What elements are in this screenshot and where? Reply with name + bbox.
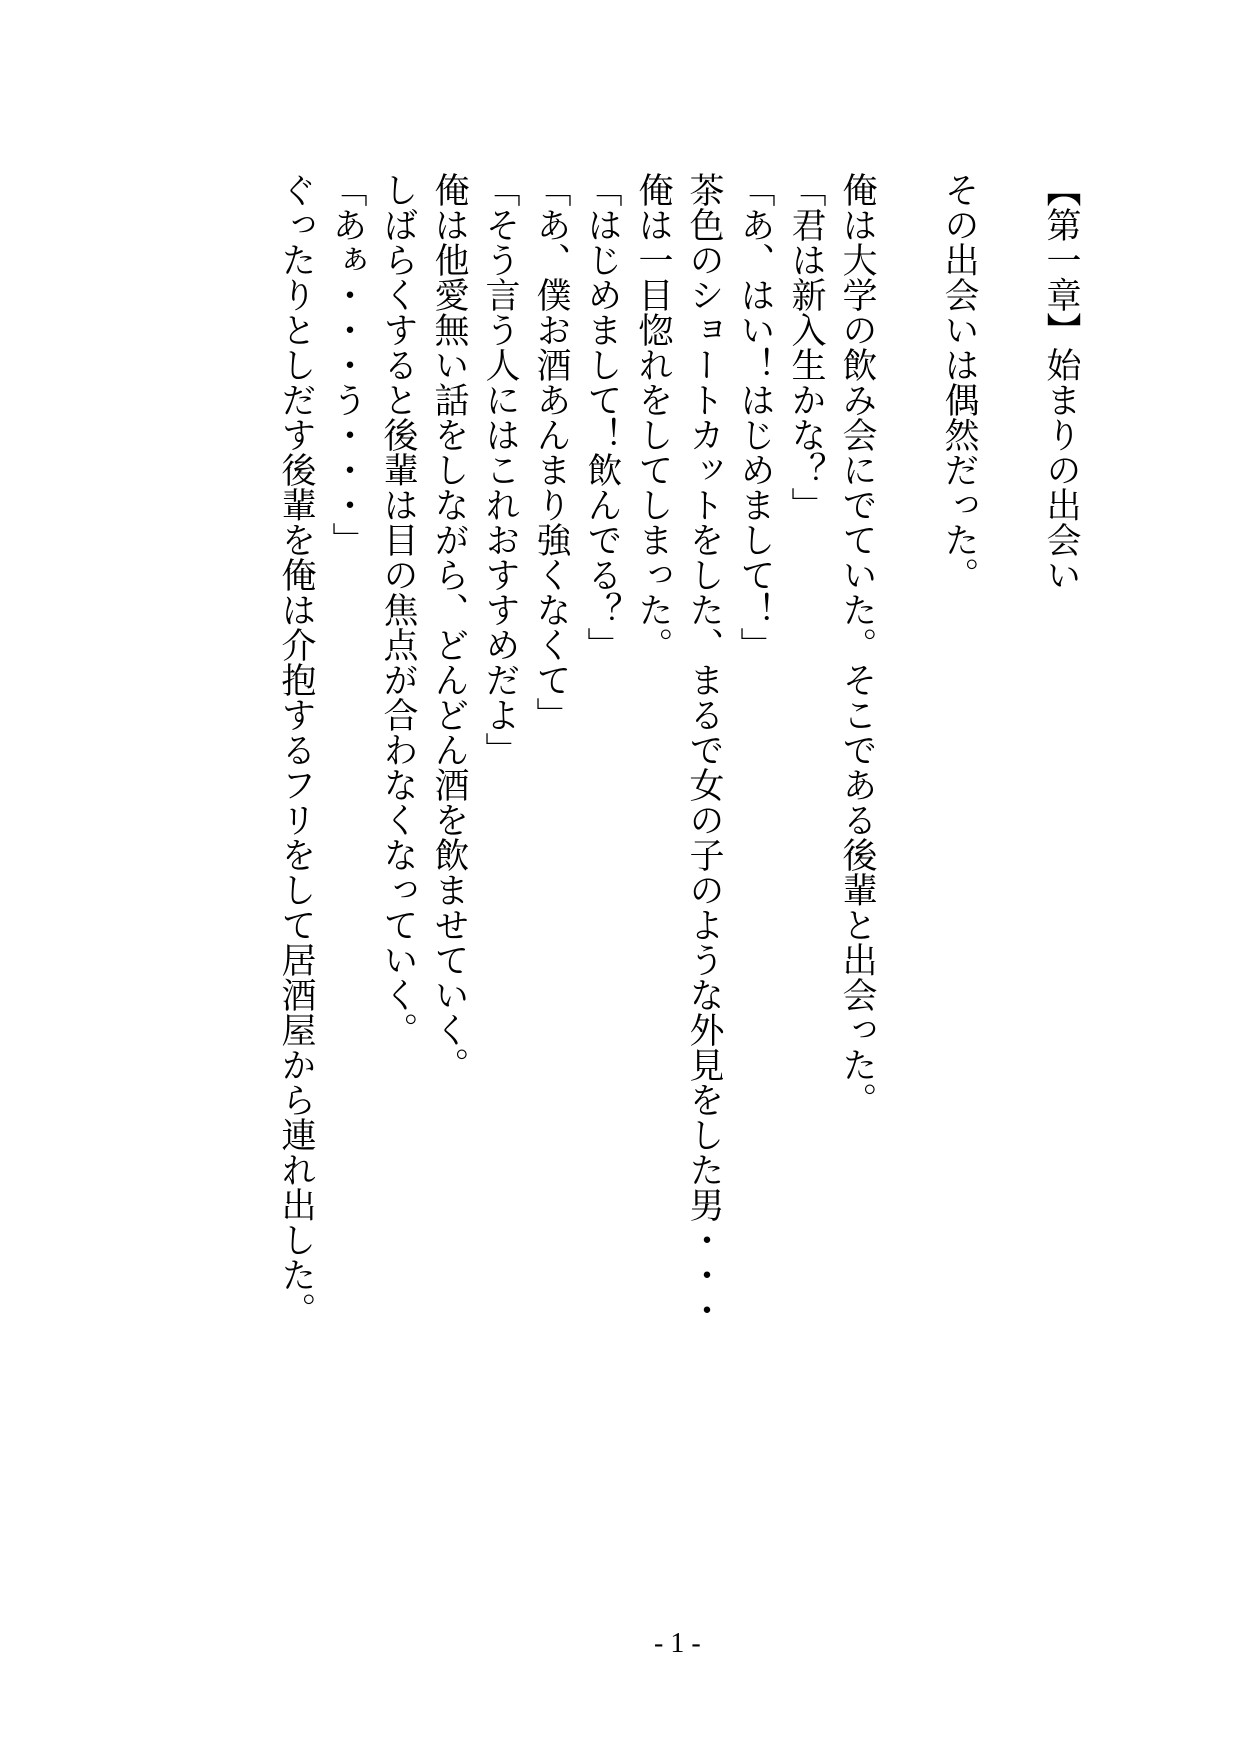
narration-line: 茶色のショートカットをした、まるで女の子のような外見をした男・・・ xyxy=(685,172,724,1327)
chapter-heading: 【第一章】始まりの出会い xyxy=(1042,172,1081,592)
dialogue-line: 「そう言う人にはこれおすすめだよ」 xyxy=(481,172,520,767)
dialogue-line: 「あ、僕お酒あんまり強くなくて」 xyxy=(532,172,571,732)
narration-line: 俺は他愛無い話をしながら、どんどん酒を飲ませていく。 xyxy=(430,172,469,1082)
narration-line: ぐったりとしだす後輩を俺は介抱するフリをして居酒屋から連れ出した。 xyxy=(277,172,316,1327)
narration-line: しばらくすると後輩は目の焦点が合わなくなっていく。 xyxy=(379,172,418,1047)
narration-line: 俺は一目惚れをしてしまった。 xyxy=(634,172,673,662)
narration-line: その出会いは偶然だった。 xyxy=(940,172,979,592)
dialogue-line: 「あぁ・・・う・・・」 xyxy=(328,172,367,557)
dialogue-line: 「あ、はい！はじめまして！」 xyxy=(736,172,775,662)
vertical-text-block xyxy=(271,172,1087,1592)
narration-line: 俺は大学の飲み会にでていた。そこである後輩と出会った。 xyxy=(838,172,877,1117)
page-number: - 1 - xyxy=(654,1628,701,1659)
dialogue-line: 「君は新入生かな？」 xyxy=(787,172,826,522)
dialogue-line: 「はじめまして！飲んでる？」 xyxy=(583,172,622,662)
